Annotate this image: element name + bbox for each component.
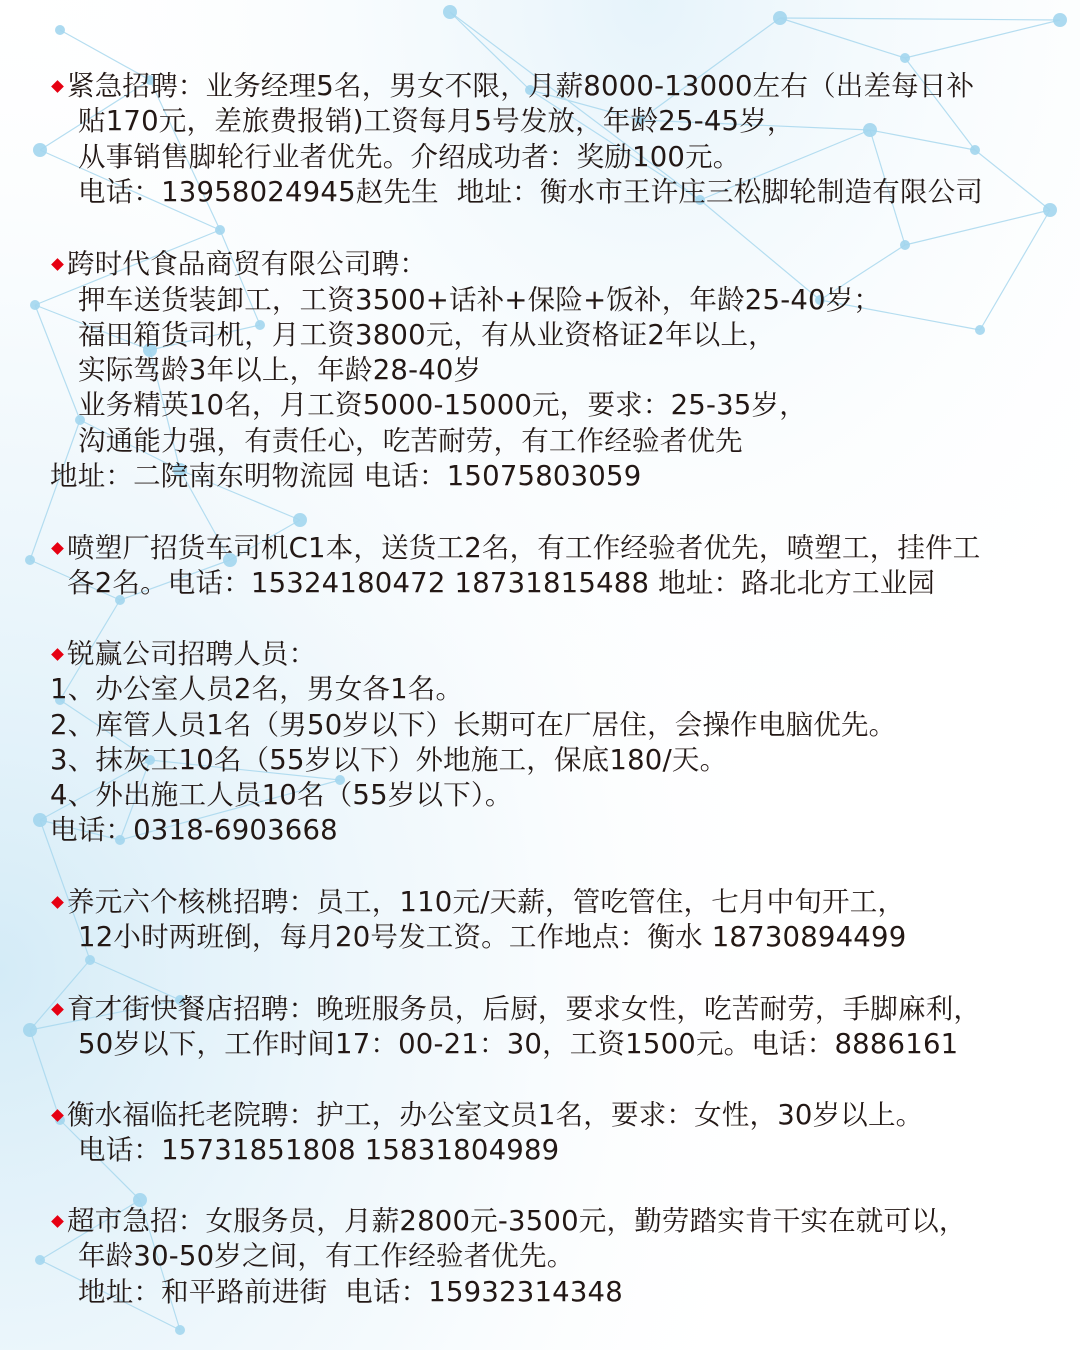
listing-line: 福田箱货司机，月工资3800元，有从业资格证2年以上，	[78, 319, 776, 351]
listing-line: 锐赢公司招聘人员：	[67, 638, 317, 670]
listing-line: 地址：二院南东明物流园 电话：15075803059	[50, 460, 642, 492]
listing-line: 电话：13958024945赵先生 地址：衡水市王许庄三松脚轮制造有限公司	[78, 176, 984, 208]
listing-line: 衡水福临托老院聘：护工，办公室文员1名，要求：女性，30岁以上。	[67, 1099, 924, 1131]
listing-line: 养元六个核桃招聘：员工，110元/天薪，管吃管住，七月中旬开工，	[67, 886, 906, 918]
listing-line: 喷塑厂招货车司机C1本，送货工2名，有工作经验者优先，喷塑工，挂件工	[67, 532, 981, 564]
listing-line: 沟通能力强，有责任心，吃苦耐劳，有工作经验者优先	[78, 425, 743, 457]
listing-line: 实际驾龄3年以上，年龄28-40岁	[78, 354, 482, 386]
red-diamond-icon	[51, 896, 64, 909]
red-diamond-icon	[51, 1109, 64, 1122]
listing-line: 年龄30-50岁之间，有工作经验者优先。	[78, 1240, 575, 1272]
listing-line: 押车送货装卸工，工资3500+话补+保险+饭补，年龄25-40岁；	[78, 284, 882, 316]
listing-line: 从事销售脚轮行业者优先。介绍成功者：奖励100元。	[78, 141, 741, 173]
listing-line: 50岁以下，工作时间17：00-21：30，工资1500元。电话：8886161	[78, 1028, 959, 1060]
red-diamond-icon	[51, 648, 64, 661]
listing-line: 3、抹灰工10名（55岁以下）外地施工，保底180/天。	[50, 744, 728, 776]
listing-line: 紧急招聘：业务经理5名，男女不限，月薪8000-13000左右（出差每日补	[67, 70, 975, 102]
red-diamond-icon	[51, 542, 64, 555]
listing-line: 贴170元，差旅费报销)工资每月5号发放，年龄25-45岁，	[78, 105, 795, 137]
red-diamond-icon	[51, 258, 64, 271]
listing-line: 跨时代食品商贸有限公司聘：	[67, 248, 428, 280]
listing-line: 超市急招：女服务员，月薪2800元-3500元，勤劳踏实肯干实在就可以，	[67, 1205, 967, 1237]
listing-line: 地址：和平路前进街 电话：15932314348	[78, 1276, 623, 1308]
listing-line: 电话：0318-6903668	[50, 814, 338, 846]
red-diamond-icon	[51, 1003, 64, 1016]
listing-line: 育才街快餐店招聘：晚班服务员，后厨，要求女性，吃苦耐劳，手脚麻利，	[67, 993, 982, 1025]
listing-line: 2、库管人员1名（男50岁以下）长期可在厂居住，会操作电脑优先。	[50, 709, 897, 741]
listing-line: 业务精英10名，月工资5000-15000元，要求：25-35岁，	[78, 389, 807, 421]
listing-line: 1、办公室人员2名，男女各1名。	[50, 673, 464, 705]
listing-line: 各2名。电话：15324180472 18731815488 地址：路北北方工业园	[67, 567, 936, 599]
listing-line: 4、外出施工人员10名（55岁以下）。	[50, 779, 513, 811]
listing-line: 12小时两班倒，每月20号发工资。工作地点：衡水 18730894499	[78, 921, 907, 953]
red-diamond-icon	[51, 1215, 64, 1228]
listing-line: 电话：15731851808 15831804989	[78, 1134, 560, 1166]
red-diamond-icon	[51, 80, 64, 93]
